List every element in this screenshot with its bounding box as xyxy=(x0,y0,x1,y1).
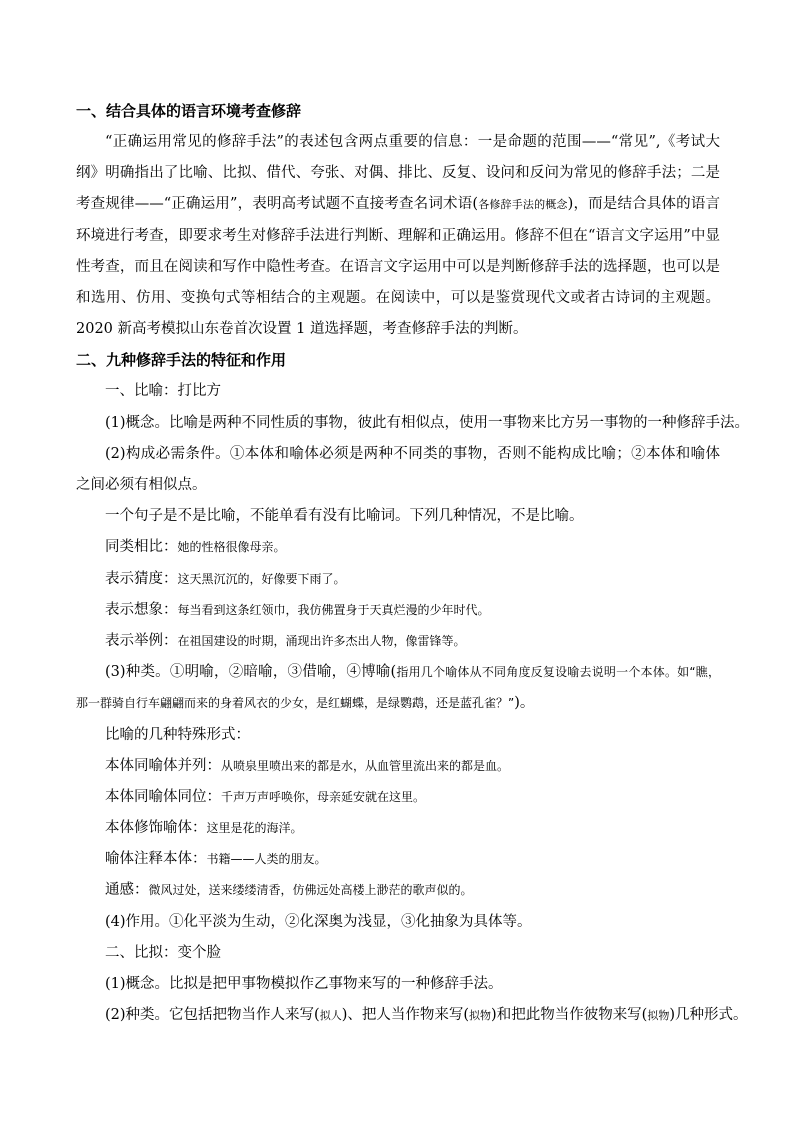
ptypes-note-1: 拟人 xyxy=(319,1009,342,1023)
personification-concept: (1)概念。比拟是把甲事物模拟作乙事物来写的一种修辞手法。 xyxy=(105,976,503,993)
intro-text-a: “正确运用常见的修辞手法”的表述包含两点重要的信息：一是命题的范围——“常见”,《考试大纲》明确指出了比喻、比拟、借代、夸张、对偶、排比、反复、设问和反问为常见的修辞手法；二是考查规律——“正确运用”，表明高考试题不直接考查名词术语( xyxy=(76,134,720,213)
special-example: 千声万声呼唤你，母亲延安就在这里。 xyxy=(221,789,426,804)
special-label: 本体修饰喻体： xyxy=(105,820,207,837)
case-item xyxy=(76,564,720,595)
special-label: 通感： xyxy=(105,882,149,899)
special-item xyxy=(76,751,720,782)
types-text-b: )。 xyxy=(514,695,535,712)
metaphor-concept: (1)概念。比喻是两种不同性质的事物，彼此有相似点，使用一事物来比方另一事物的一种修辞手法。 xyxy=(105,414,750,431)
case-example: 这天黑沉沉的，好像要下雨了。 xyxy=(177,571,346,586)
intro-paragraph xyxy=(76,127,720,345)
metaphor-judge: 一个句子是不是比喻，不能单看有没有比喻词。下列几种情况，不是比喻。 xyxy=(105,508,584,525)
special-example: 从喷泉里喷出来的都是水，从血管里流出来的都是血。 xyxy=(221,758,510,773)
ptypes-note-3: 拟物 xyxy=(647,1009,670,1023)
metaphor-types xyxy=(76,657,720,719)
special-label: 本体同喻体并列： xyxy=(105,757,221,774)
section-heading-1: 一、结合具体的语言环境考查修辞 xyxy=(76,102,302,120)
metaphor-title: 一、比喻：打比方 xyxy=(105,383,221,400)
special-item xyxy=(76,813,720,844)
case-item xyxy=(76,532,720,563)
intro-note: 各修辞手法的概念 xyxy=(478,198,568,212)
special-item xyxy=(76,875,720,906)
special-example: 微风过处，送来缕缕清香，仿佛远处高楼上渺茫的歌声似的。 xyxy=(148,883,473,898)
special-example: 书籍——人类的朋友。 xyxy=(206,852,327,867)
case-label: 表示举例： xyxy=(105,632,178,649)
case-item xyxy=(76,595,720,626)
types-text-a: (3)种类。①明喻，②暗喻，③借喻，④博喻( xyxy=(105,664,397,681)
case-label: 表示猜度： xyxy=(105,570,178,587)
document-body xyxy=(76,96,750,1031)
case-example: 在祖国建设的时期，涌现出许多杰出人物，像雷锋等。 xyxy=(177,633,466,648)
personification-types xyxy=(76,1000,748,1031)
ptypes-note-2: 拟物 xyxy=(469,1009,492,1023)
ptypes-text-a: (2)种类。它包括把物当作人来写( xyxy=(105,1007,320,1024)
special-title: 比喻的几种特殊形式： xyxy=(105,726,250,743)
case-label: 同类相比： xyxy=(105,539,178,556)
special-example: 这里是花的海洋。 xyxy=(206,821,303,836)
intro-text-b: )，而是结合具体的语言环境进行考查，即要求考生对修辞手法进行判断、理解和正确运用。修辞不但在“语言文字运用”中显性考查，而且在阅读和写作中隐性考查。在语言文字运用中可以是判断修辞手法的选择题，也可以是和选用、仿用、变换句式等相结合的主观题。在阅读中，可以是鉴赏现代文或者古诗词的主观题。2020 新高考模拟山东卷首次设置 1 道选择题，考查修辞手法的判断。 xyxy=(76,196,721,338)
types-note: 指用几个喻体从不同角度反复设喻去说明一个本体。如“瞧，那一群骑自行车翩翩而来的身着风衣的少女，是红蝴蝶，是绿鹦鹉，还是蓝孔雀？” xyxy=(76,665,720,711)
case-example: 她的性格很像母亲。 xyxy=(177,540,286,555)
metaphor-function: (4)作用。①化平淡为生动，②化深奥为浅显，③化抽象为具体等。 xyxy=(105,913,532,930)
case-item xyxy=(76,626,720,657)
special-label: 本体同喻体同位： xyxy=(105,788,221,805)
section-heading-2: 二、九种修辞手法的特征和作用 xyxy=(76,351,287,370)
ptypes-text-d: )几种形式。 xyxy=(669,1007,748,1024)
personification-title: 二、比拟：变个脸 xyxy=(105,944,221,961)
special-item xyxy=(76,782,720,813)
ptypes-text-b: )、把人当作物来写( xyxy=(341,1007,470,1024)
ptypes-text-c: )和把此物当作彼物来写( xyxy=(491,1007,648,1024)
case-label: 表示想象： xyxy=(105,601,178,618)
metaphor-condition: (2)构成必需条件。①本体和喻体必须是两种不同类的事物，否则不能构成比喻；②本体和喻体之间必须有相似点。 xyxy=(76,445,720,493)
case-example: 每当看到这条红领巾，我仿佛置身于天真烂漫的少年时代。 xyxy=(177,602,490,617)
special-label: 喻体注释本体： xyxy=(105,851,207,868)
special-item xyxy=(76,844,720,875)
